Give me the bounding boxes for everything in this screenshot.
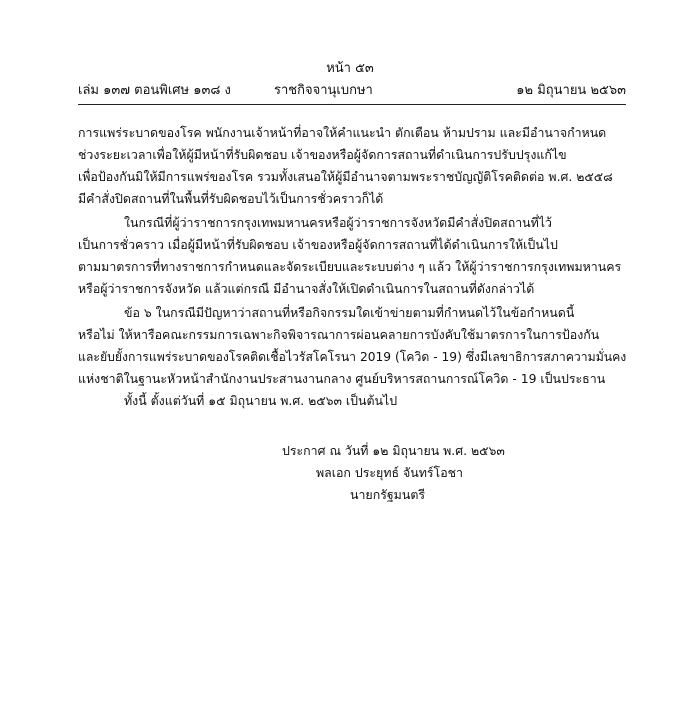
body-line: เป็นการชั่วคราว เมื่อผู้มีหน้าที่รับผิดชอบ เจ้าของหรือผู้จัดการสถานที่ได้ดำเนินการให้เป็นไป <box>78 237 558 252</box>
announcement-date: ประกาศ ณ วันที่ ๑๒ มิถุนายน พ.ศ. ๒๕๖๓ <box>282 443 505 458</box>
signatory-position: นายกรัฐมนตรี <box>350 487 426 502</box>
body-line: มีคำสั่งปิดสถานที่ในพื้นที่รับผิดชอบไว้เป็นการชั่วคราวก็ได้ <box>78 191 384 206</box>
body-line: หรือผู้ว่าราชการจังหวัด แล้วแต่กรณี มีอำนาจสั่งให้เปิดดำเนินการในสถานที่ดังกล่าวได้ <box>78 281 535 296</box>
body-line: ในกรณีที่ผู้ว่าราชการกรุงเทพมหานครหรือผู้ว่าราชการจังหวัดมีคำสั่งปิดสถานที่ไว้ <box>124 215 552 230</box>
body-line: ตามมาตรการที่ทางราชการกำหนดและจัดระเบียบและระบบต่าง ๆ แล้ว ให้ผู้ว่าราชการกรุงเทพมหานคร <box>78 259 622 274</box>
body-line: แห่งชาติในฐานะหัวหน้าสำนักงานประสานงานกลาง ศูนย์บริหารสถานการณ์โควิด - 19 เป็นประธาน <box>78 371 606 386</box>
body-line: หรือไม่ ให้หารือคณะกรรมการเฉพาะกิจพิจารณาการผ่อนคลายการบังคับใช้มาตรการในการป้องกัน <box>78 327 600 342</box>
body-line: และยับยั้งการแพร่ระบาดของโรคติดเชื้อไวรัสโคโรนา 2019 (โควิด - 19) ซึ่งมีเลขาธิการสภาความมั่นคง <box>78 349 627 364</box>
gazette-title: ราชกิจจานุเบกษา <box>274 83 373 98</box>
gazette-header <box>78 82 626 102</box>
page-number: หน้า ๕๓ <box>326 61 374 76</box>
signatory-name: พลเอก ประยุทธ์ จันทร์โอชา <box>316 465 463 480</box>
volume-issue: เล่ม ๑๓๗ ตอนพิเศษ ๑๓๘ ง <box>78 83 231 98</box>
effective-date-line: ทั้งนี้ ตั้งแต่วันที่ ๑๕ มิถุนายน พ.ศ. ๒๕๖๓ เป็นต้นไป <box>124 393 398 408</box>
clause-6-line: ข้อ ๖ ในกรณีมีปัญหาว่าสถานที่หรือกิจกรรมใดเข้าข่ายตามที่กำหนดไว้ในข้อกำหนดนี้ <box>124 305 575 320</box>
body-line: การแพร่ระบาดของโรค พนักงานเจ้าหน้าที่อาจให้คำแนะนำ ตักเตือน ห้ามปราม และมีอำนาจกำหนด <box>78 125 607 140</box>
header-divider <box>78 104 626 105</box>
gazette-date: ๑๒ มิถุนายน ๒๕๖๓ <box>516 83 626 98</box>
body-line: เพื่อป้องกันมิให้มีการแพร่ของโรค รวมทั้งเสนอให้ผู้มีอำนาจตามพระราชบัญญัติโรคติดต่อ พ.ศ. ๒๕๕๘ <box>78 169 613 184</box>
body-line: ช่วงระยะเวลาเพื่อให้ผู้มีหน้าที่รับผิดชอบ เจ้าของหรือผู้จัดการสถานที่ดำเนินการปรับปรุงแก้ไข <box>78 147 567 162</box>
